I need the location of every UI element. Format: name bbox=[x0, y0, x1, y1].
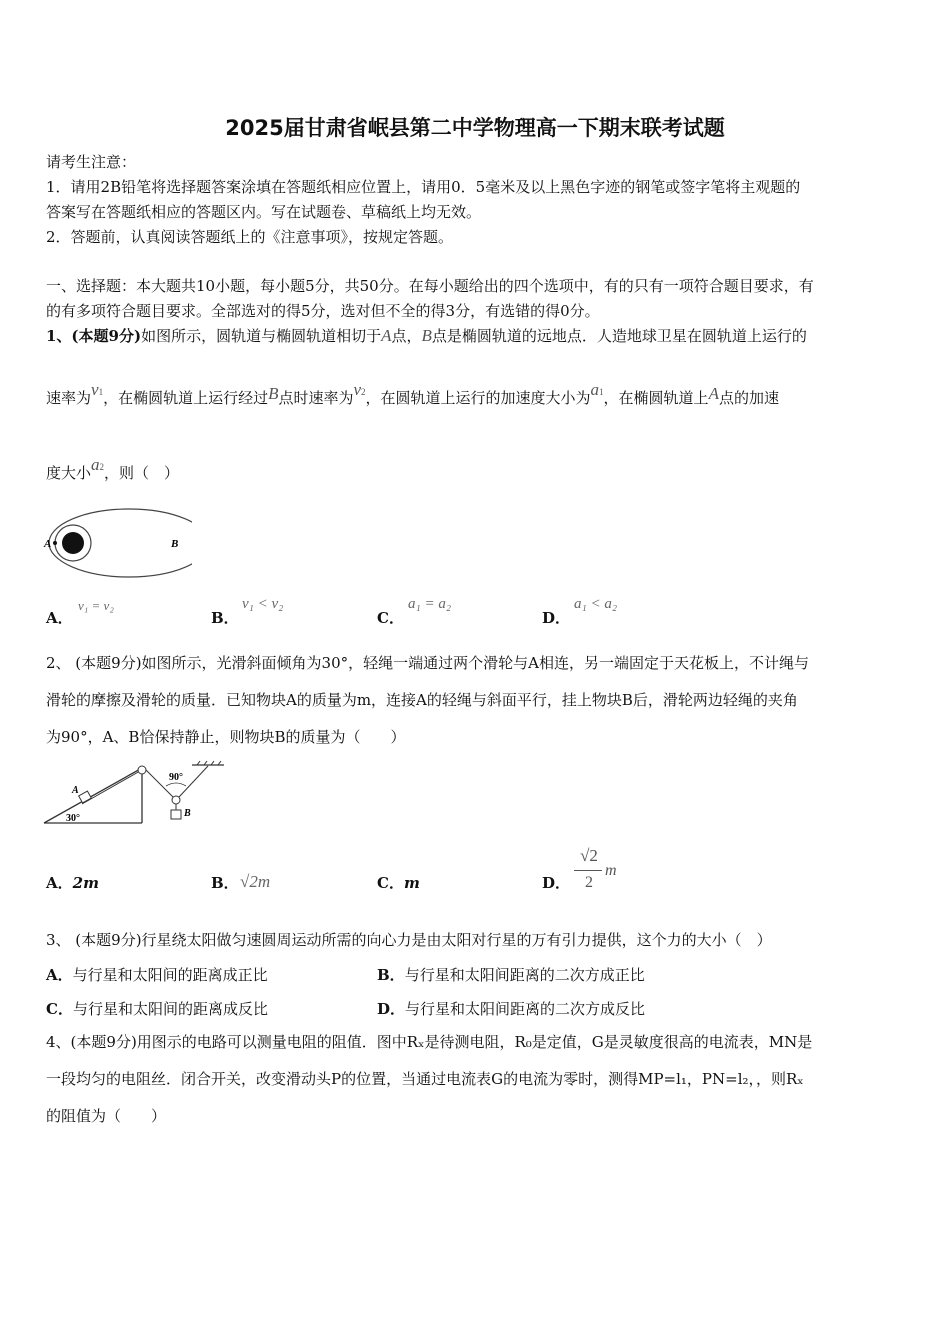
q1-v2: v2 bbox=[353, 380, 366, 399]
notice-item-1b: 答案写在答题纸相应的答题区内。写在试题卷、草稿纸上均无效。 bbox=[46, 203, 482, 221]
notice-heading: 请考生注意： bbox=[46, 153, 137, 171]
q4-line-3: 的阻值为（ ） bbox=[46, 1107, 167, 1125]
q1-fig-label-a: A bbox=[44, 538, 52, 550]
section-1-line-2: 的有多项符合题目要求。全部选对的得5分，选对但不全的得3分，有选错的得0分。 bbox=[46, 302, 600, 320]
q2-option-d-fraction-bar bbox=[574, 870, 602, 871]
q1-point-b: B bbox=[421, 326, 432, 345]
q2-line-1: 2、 (本题9分)如图所示，光滑斜面倾角为30°，轻绳一端通过两个滑轮与A相连，另一端固定于天花板上，不计绳与 bbox=[46, 654, 809, 672]
q1-prefix: 1、(本题9分) bbox=[46, 327, 142, 345]
q2-incline-figure bbox=[42, 760, 232, 826]
q4-line-2: 一段均匀的电阻丝．闭合开关，改变滑动头P的位置，当通过电流表G的电流为零时，测得MP=l₁，PN=l₂，，则Rₓ bbox=[46, 1070, 804, 1088]
q2-option-d-denominator: 2 bbox=[585, 874, 593, 891]
q2-fig-angle-90: 90° bbox=[169, 772, 183, 783]
q1-text: 点时速率为 bbox=[278, 389, 354, 407]
q1-text: 点是椭圆轨道的远地点．人造地球卫星在圆轨道上运行的 bbox=[431, 327, 807, 345]
q3-stem: 3、 (本题9分)行星绕太阳做匀速圆周运动所需的向心力是由太阳对行星的万有引力提供，这个力的大小（ ） bbox=[46, 931, 772, 949]
q1-line-1 bbox=[46, 326, 807, 346]
q2-option-b[interactable]: B． bbox=[211, 874, 239, 892]
q1-option-c-expr: a₁ = a₂ bbox=[408, 596, 452, 612]
q1-a1: a1 bbox=[590, 380, 604, 399]
q1-text: 度大小 bbox=[46, 464, 92, 482]
q1-text: ，在椭圆轨道上运行经过 bbox=[103, 389, 269, 407]
q4-line-1: 4、(本题9分)用图示的电路可以测量电阻的阻值．图中Rₓ是待测电阻，R₀是定值，G是灵敏度很高的电流表，MN是 bbox=[46, 1033, 813, 1051]
q1-a2: a2 bbox=[91, 455, 105, 474]
q1-option-c[interactable]: C． bbox=[377, 609, 404, 627]
q2-fig-label-b: B bbox=[184, 808, 191, 819]
q1-fig-label-b: B bbox=[171, 538, 179, 550]
page-title: 2025届甘肃省岷县第二中学物理高一下期末联考试题 bbox=[225, 116, 725, 140]
q1-orbit-figure bbox=[42, 503, 192, 583]
q1-point-b: B bbox=[268, 384, 279, 403]
q1-text: 速率为 bbox=[46, 389, 92, 407]
q1-option-a-expr: v₁ = v₂ bbox=[78, 598, 114, 613]
q1-text: ，在椭圆轨道上 bbox=[603, 389, 709, 407]
q1-point-a: A bbox=[708, 384, 719, 403]
q3-option-a[interactable]: A．与行星和太阳间的距离成正比 bbox=[46, 966, 268, 984]
q1-option-b[interactable]: B． bbox=[211, 609, 239, 627]
q2-option-d-m: m bbox=[605, 862, 617, 879]
q1-text: ，则（ ） bbox=[104, 464, 180, 482]
q2-option-d-numerator: √2 bbox=[580, 846, 598, 865]
q1-option-a[interactable]: A． bbox=[46, 609, 73, 627]
q1-option-d-expr: a₁ < a₂ bbox=[574, 596, 618, 612]
q1-line-2 bbox=[46, 380, 779, 410]
section-1-line-1: 一、选择题：本大题共10小题，每小题5分，共50分。在每小题给出的四个选项中，有的只有一项符合题目要求，有 bbox=[46, 277, 814, 295]
q2-line-2: 滑轮的摩擦及滑轮的质量．已知物块A的质量为m，连接A的轻绳与斜面平行，挂上物块B后，滑轮两边轻绳的夹角 bbox=[46, 691, 798, 709]
q3-option-d[interactable]: D．与行星和太阳间距离的二次方成反比 bbox=[377, 1000, 646, 1018]
q2-line-3: 为90°，A、B恰保持静止，则物块B的质量为（ ） bbox=[46, 728, 406, 746]
q2-option-b-expr: √2m bbox=[240, 872, 271, 891]
q1-option-b-expr: v₁ < v₂ bbox=[242, 596, 284, 612]
q2-fig-angle-30: 30° bbox=[66, 813, 80, 824]
notice-item-1a: 1．请用2B铅笔将选择题答案涂填在答题纸相应位置上，请用0．5毫米及以上黑色字迹的钢笔或签字笔将主观题的 bbox=[46, 178, 801, 196]
q1-text: 点， bbox=[391, 327, 422, 345]
q1-line-3 bbox=[46, 455, 180, 485]
q2-option-c[interactable]: C．m bbox=[377, 874, 420, 892]
q2-fig-label-a: A bbox=[72, 785, 79, 796]
notice-item-2: 2．答题前，认真阅读答题纸上的《注意事项》，按规定答题。 bbox=[46, 228, 454, 246]
q1-text: 点的加速 bbox=[718, 389, 779, 407]
q1-text: 如图所示，圆轨道与椭圆轨道相切于 bbox=[141, 327, 382, 345]
q3-option-c[interactable]: C．与行星和太阳间的距离成反比 bbox=[46, 1000, 268, 1018]
q1-option-d[interactable]: D． bbox=[542, 609, 571, 627]
q1-v1: v1 bbox=[91, 380, 104, 399]
q1-point-a: A bbox=[381, 326, 392, 345]
q1-text: ，在圆轨道上运行的加速度大小为 bbox=[365, 389, 591, 407]
q2-option-d[interactable]: D． bbox=[542, 874, 571, 892]
q2-option-a[interactable]: A．2m bbox=[46, 874, 99, 892]
q3-option-b[interactable]: B．与行星和太阳间距离的二次方成正比 bbox=[377, 966, 645, 984]
